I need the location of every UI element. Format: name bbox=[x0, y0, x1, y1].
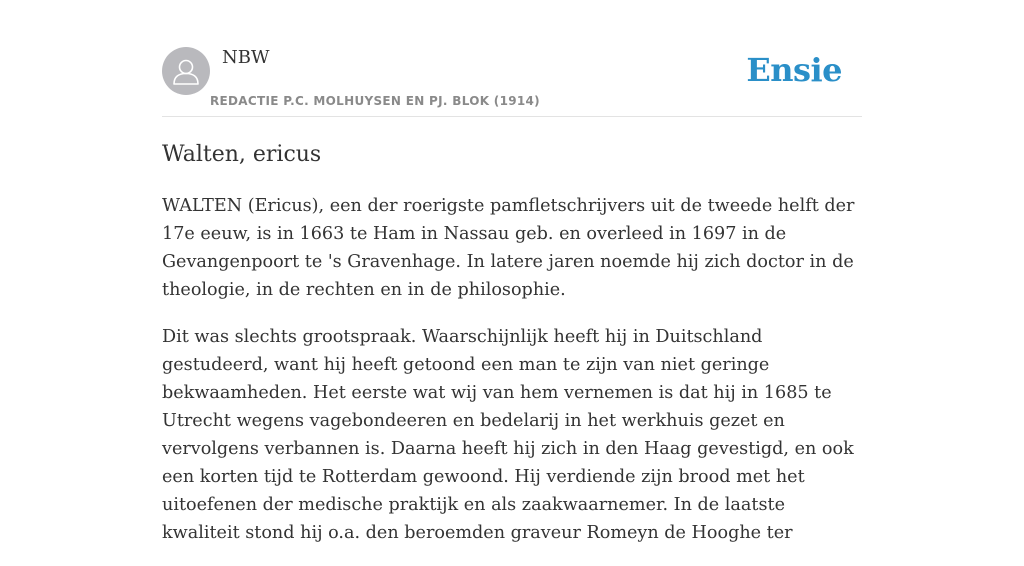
article-paragraph: Dit was slechts grootspraak. Waarschijnlijk heeft hij in Duitschland gestudeerd, want hij heeft getoond een man te zijn van niet geringe bekwaamheden. Het eerste wat wij van hem vernemen is dat hij in 1685 te Utrecht wegens vagebondeeren en bedelarij in het werkhuis gezet en vervolgens verbannen is. Daarna heeft hij zich in den Haag gevestigd, en ook een korten tijd te Rotterdam gewoond. Hij verdiende zijn brood met het uitoefenen der medische praktijk en als zaakwaarnemer. In de laatste kwaliteit stond hij o.a. den beroemden graveur Romeyn de Hooghe ter bbox=[162, 327, 854, 543]
ensie-logo[interactable]: Ensie bbox=[746, 51, 842, 89]
author-name[interactable]: NBW bbox=[222, 47, 270, 68]
author-subtitle: REDACTIE P.C. MOLHUYSEN EN PJ. BLOK (1914) bbox=[210, 94, 540, 108]
article-paragraph: WALTEN (Ericus), een der roerigste pamfletschrijvers uit de tweede helft der 17e eeuw, is in 1663 te Ham in Nassau geb. en overleed in 1697 in de Gevangenpoort te 's Gravenhage. In latere jaren noemde hij zich doctor in de theologie, in de rechten en in de philosophie. bbox=[162, 196, 855, 300]
article-body bbox=[162, 192, 868, 566]
article-title: Walten, ericus bbox=[162, 142, 322, 167]
page bbox=[162, 0, 862, 543]
header bbox=[162, 0, 862, 117]
avatar[interactable] bbox=[162, 47, 210, 95]
user-icon bbox=[162, 47, 210, 95]
